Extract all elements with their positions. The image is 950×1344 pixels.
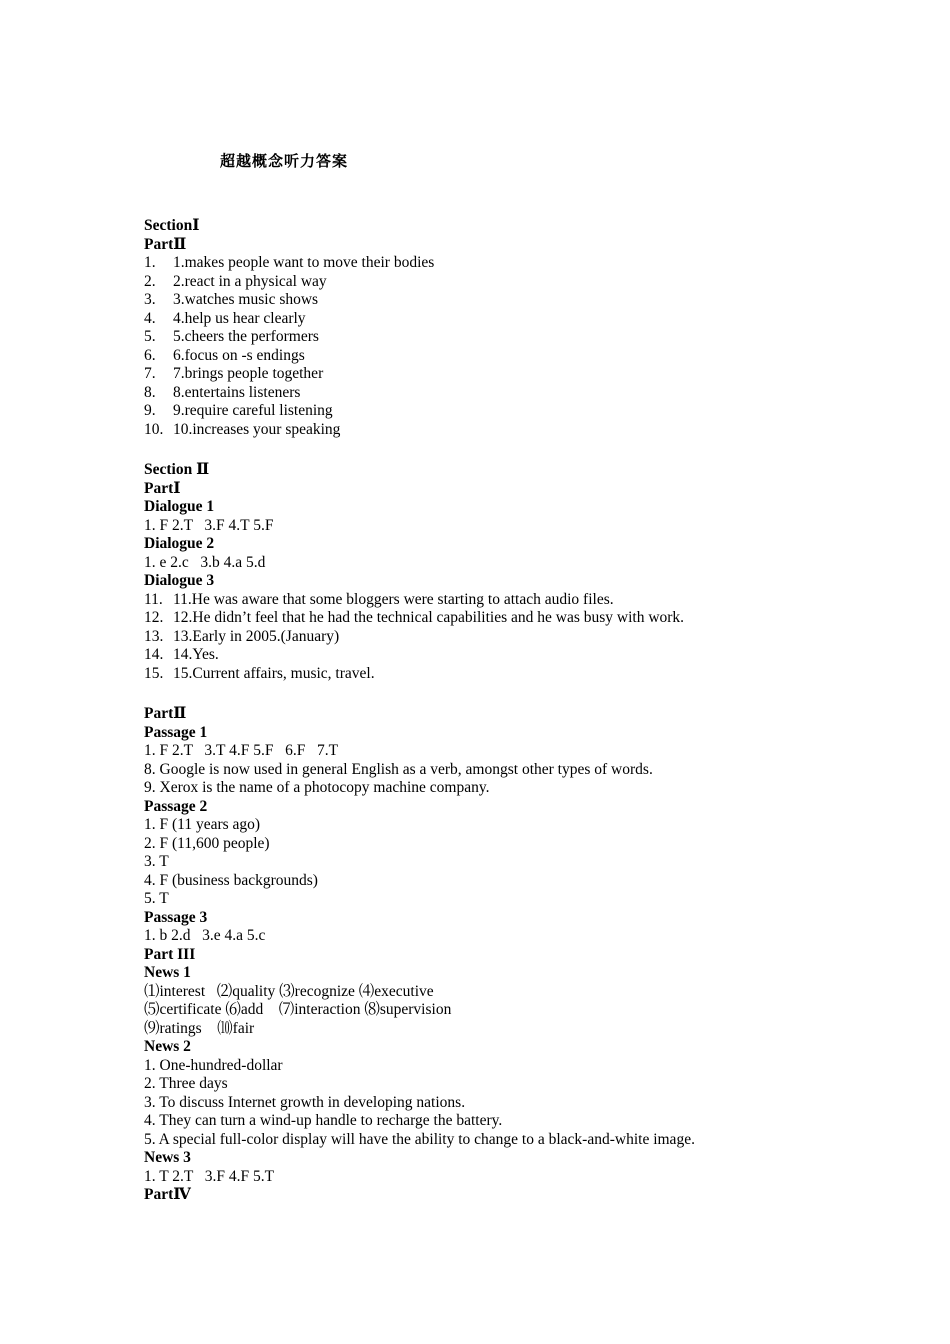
answer-content: [144, 217, 864, 1205]
list-item: 3. 3.watches music shows: [144, 291, 319, 308]
passage-1-line: 8. Google is now used in general English as a verb, amongst other types of words.: [144, 760, 653, 778]
list-item: 5. 5.cheers the performers: [144, 328, 319, 345]
news-2-heading: News 2: [144, 1038, 191, 1055]
spacer: [144, 683, 864, 705]
list-item: 12. 12.He didn’t feel that he had the technical capabilities and he was busy with work.: [144, 609, 685, 626]
dialogue-2-heading: Dialogue 2: [144, 535, 215, 552]
news-3-heading: News 3: [144, 1149, 191, 1166]
passage-2-line: 2. F (11,600 people): [144, 834, 270, 852]
passage-1-heading: Passage 1: [144, 723, 208, 741]
section-1-part-2-heading: PartⅡ: [144, 235, 187, 253]
spacer: [144, 439, 864, 461]
list-item: 13. 13.Early in 2005.(January): [144, 627, 340, 645]
section-2-part-2-heading: PartⅡ: [144, 705, 187, 722]
list-item: 14. 14.Yes.: [144, 646, 219, 663]
list-item: 4. 4.help us hear clearly: [144, 309, 306, 327]
news-2-line: 5. A special full-color display will have the ability to change to a black-and-white image.: [144, 1130, 695, 1148]
list-item: 7. 7.brings people together: [144, 365, 324, 382]
dialogue-3-answer-list: [144, 591, 864, 684]
section-2-heading: Section Ⅱ: [144, 461, 210, 478]
list-item: 9. 9.require careful listening: [144, 402, 333, 419]
list-item: 15. 15.Current affairs, music, travel.: [144, 664, 375, 682]
news-2-line: 3. To discuss Internet growth in developing nations.: [144, 1093, 466, 1111]
document-title: 超越概念听力答案: [220, 152, 349, 170]
news-1-heading: News 1: [144, 964, 191, 981]
news-1-line: ⑴interest ⑵quality ⑶recognize ⑷executive: [144, 982, 434, 1000]
section-2-part-3-heading: Part III: [144, 945, 196, 963]
list-item: 2. 2.react in a physical way: [144, 272, 327, 290]
passage-3-heading: Passage 3: [144, 908, 208, 926]
passage-2-line: 1. F (11 years ago): [144, 816, 261, 833]
list-item: 10. 10.increases your speaking: [144, 420, 341, 438]
news-1-line: ⑸certificate ⑹add ⑺interaction ⑻supervision: [144, 1001, 452, 1018]
list-item: 1. 1.makes people want to move their bodies: [144, 254, 435, 271]
news-2-line: 4. They can turn a wind-up handle to recharge the battery.: [144, 1112, 503, 1129]
passage-2-line: 3. T: [144, 853, 169, 870]
list-item: 11. 11.He was aware that some bloggers were starting to attach audio files.: [144, 590, 614, 608]
passage-2-heading: Passage 2: [144, 797, 208, 815]
section-1-heading: SectionⅠ: [144, 217, 200, 234]
dialogue-1-answers: 1. F 2.T 3.F 4.T 5.F: [144, 516, 274, 534]
news-1-line: ⑼ratings ⑽fair: [144, 1019, 255, 1037]
section-2-part-4-heading: PartⅣ: [144, 1186, 191, 1203]
news-2-line: 1. One-hundred-dollar: [144, 1056, 283, 1074]
news-2-line: 2. Three days: [144, 1075, 228, 1092]
section-2-part-1-heading: PartⅠ: [144, 479, 181, 497]
list-item: 6. 6.focus on -s endings: [144, 346, 305, 364]
passage-1-line: 9. Xerox is the name of a photocopy machine company.: [144, 779, 490, 796]
dialogue-3-heading: Dialogue 3: [144, 572, 215, 589]
list-item: 8. 8.entertains listeners: [144, 383, 301, 401]
passage-3-answers: 1. b 2.d 3.e 4.a 5.c: [144, 927, 266, 944]
news-3-answers: 1. T 2.T 3.F 4.F 5.T: [144, 1167, 275, 1185]
section-1-answer-list: [144, 254, 864, 439]
dialogue-1-heading: Dialogue 1: [144, 498, 215, 515]
passage-2-line: 5. T: [144, 890, 169, 907]
passage-1-line: 1. F 2.T 3.T 4.F 5.F 6.F 7.T: [144, 742, 339, 759]
dialogue-2-answers: 1. e 2.c 3.b 4.a 5.d: [144, 553, 266, 571]
passage-2-line: 4. F (business backgrounds): [144, 871, 318, 889]
